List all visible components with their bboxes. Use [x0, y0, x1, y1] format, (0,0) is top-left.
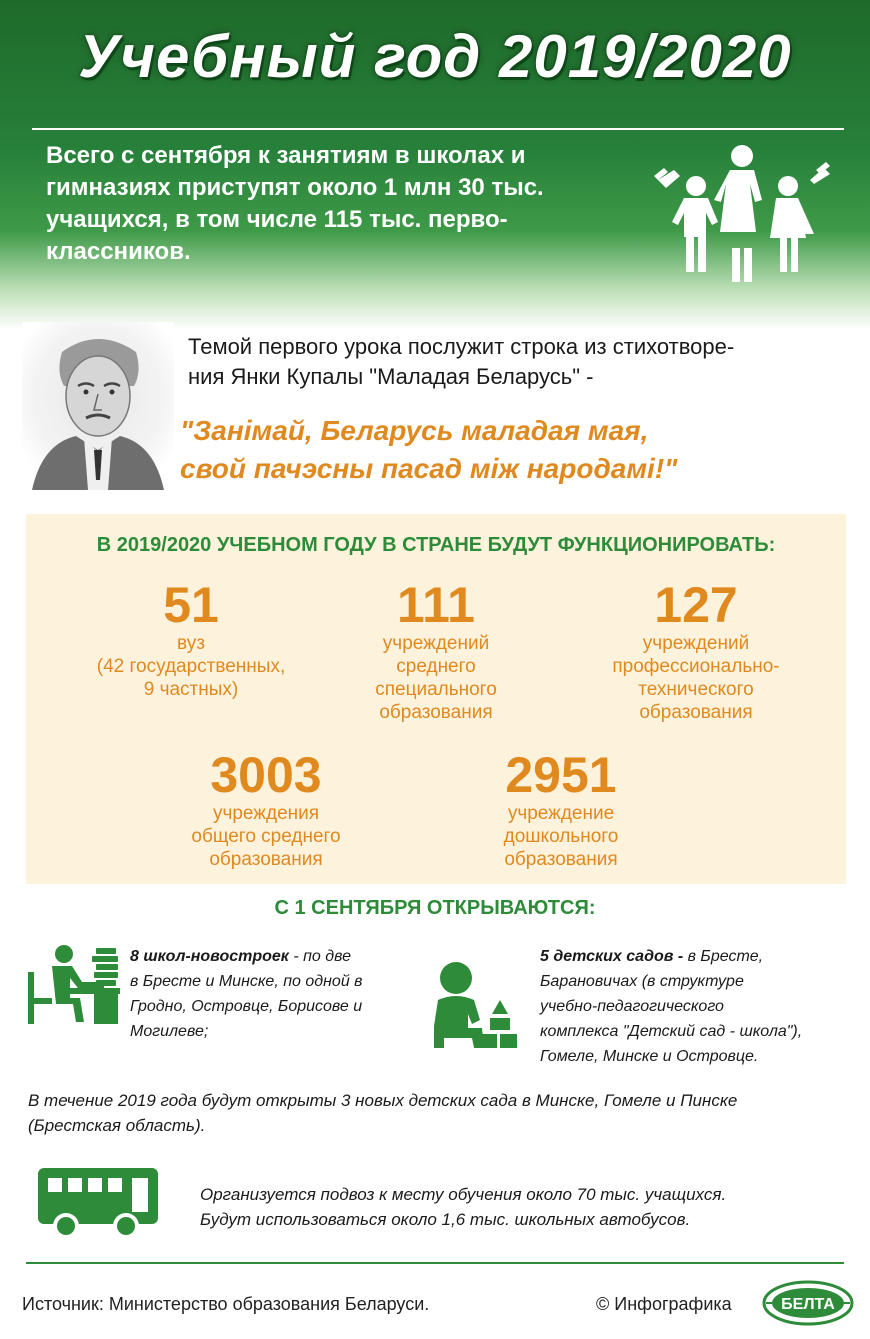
- first-lesson-text: [188, 332, 858, 392]
- stat-label: общего среднего: [191, 826, 341, 847]
- poem-quote: [180, 412, 860, 488]
- intro-line: учащихся, в том числе 115 тыс. перво-: [46, 206, 508, 233]
- lesson-line: Темой первого урока послужит строка из стихотворе-: [188, 334, 735, 359]
- title-divider: [32, 128, 844, 130]
- quote-line: "Занімай, Беларусь маладая мая,: [180, 415, 649, 446]
- stat-label: 9 частных): [143, 679, 239, 700]
- bus-icon: [36, 1166, 160, 1240]
- stat-value: 127: [654, 577, 738, 633]
- kindergartens-line: в Бресте,: [683, 948, 764, 965]
- schools-line: Гродно, Островце, Борисове и: [130, 998, 363, 1015]
- family-icon: [650, 140, 835, 285]
- note-line: (Брестская область).: [28, 1116, 206, 1135]
- schools-count: 8 школ-новостроек: [130, 948, 289, 965]
- stat-label: среднего: [396, 656, 476, 677]
- bus-line: Будут использоваться около 1,6 тыс. школьных автобусов.: [200, 1210, 691, 1229]
- source-credit: Источник: Министерство образования Беларуси.: [22, 1294, 430, 1314]
- stat-value: 2951: [505, 747, 617, 803]
- new-schools-text: [130, 944, 395, 1044]
- footer-divider: [26, 1262, 844, 1264]
- intro-text: [46, 140, 646, 268]
- stat-secondary-special: [306, 578, 566, 724]
- stat-preschool: [431, 748, 691, 871]
- lesson-line: ния Янки Купалы "Маладая Беларусь" -: [188, 364, 594, 389]
- kindergartens-text: [540, 944, 860, 1069]
- schools-line: Могилеве;: [130, 1023, 209, 1040]
- stat-label: технического: [638, 679, 754, 700]
- quote-line: свой пачэсны пасад між народамі!": [180, 453, 678, 484]
- bus-line: Организуется подвоз к месту обучения около 70 тыс. учащихся.: [200, 1185, 727, 1204]
- note-line: В течение 2019 года будут открыты 3 новых детских сада в Минске, Гомеле и Пинске: [28, 1091, 738, 1110]
- stat-label: специального: [375, 679, 497, 700]
- stat-label: образования: [379, 702, 493, 723]
- stat-label: образования: [504, 849, 618, 870]
- kindergartens-line: учебно-педагогического: [540, 998, 724, 1015]
- intro-line: классников.: [46, 238, 191, 265]
- schools-line: в Бресте и Минске, по одной в: [130, 973, 363, 990]
- child-blocks-icon: [428, 960, 518, 1050]
- stat-label: (42 государственных,: [96, 656, 286, 677]
- portrait-illustration: [22, 322, 174, 490]
- kindergartens-line: комплекса "Детский сад - школа"),: [540, 1023, 803, 1040]
- infographic-credit: © Инфографика: [596, 1294, 732, 1314]
- stat-label: дошкольного: [503, 826, 619, 847]
- stat-label: вуз: [177, 633, 205, 654]
- belta-logo: [760, 1278, 856, 1328]
- stats-heading: В 2019/2020 УЧЕБНОМ ГОДУ В СТРАНЕ БУДУТ ФУНКЦИОНИРОВАТЬ:: [96, 534, 776, 556]
- stats-panel: [26, 514, 846, 884]
- stat-label: образования: [639, 702, 753, 723]
- page-title: Учебный год 2019/2020: [78, 23, 792, 90]
- stat-value: 51: [163, 577, 219, 633]
- stat-label: учреждений: [642, 633, 750, 654]
- school-desk-icon: [24, 942, 124, 1028]
- stat-general-secondary: [136, 748, 396, 871]
- intro-line: гимназиях приступят около 1 млн 30 тыс.: [46, 174, 544, 201]
- stat-vocational: [566, 578, 826, 724]
- logo-text: БЕЛТА: [781, 1296, 835, 1313]
- kindergartens-line: Барановичах (в структуре: [540, 973, 744, 990]
- kindergartens-line: Гомеле, Минске и Островце.: [540, 1048, 759, 1065]
- kindergartens-count: 5 детских садов -: [540, 948, 684, 965]
- stat-label: учреждение: [507, 803, 615, 824]
- new-kindergartens-note: [28, 1088, 850, 1138]
- stat-label: учреждений: [382, 633, 490, 654]
- bus-transport-text: [200, 1182, 850, 1232]
- openings-heading: С 1 СЕНТЯБРЯ ОТКРЫВАЮТСЯ:: [274, 897, 596, 919]
- stat-value: 3003: [210, 747, 322, 803]
- stat-label: образования: [209, 849, 323, 870]
- schools-line: - по две: [288, 948, 351, 965]
- intro-line: Всего с сентября к занятиям в школах и: [46, 142, 526, 169]
- stat-label: учреждения: [212, 803, 320, 824]
- stat-value: 111: [397, 577, 475, 633]
- stat-label: профессионально-: [612, 656, 780, 677]
